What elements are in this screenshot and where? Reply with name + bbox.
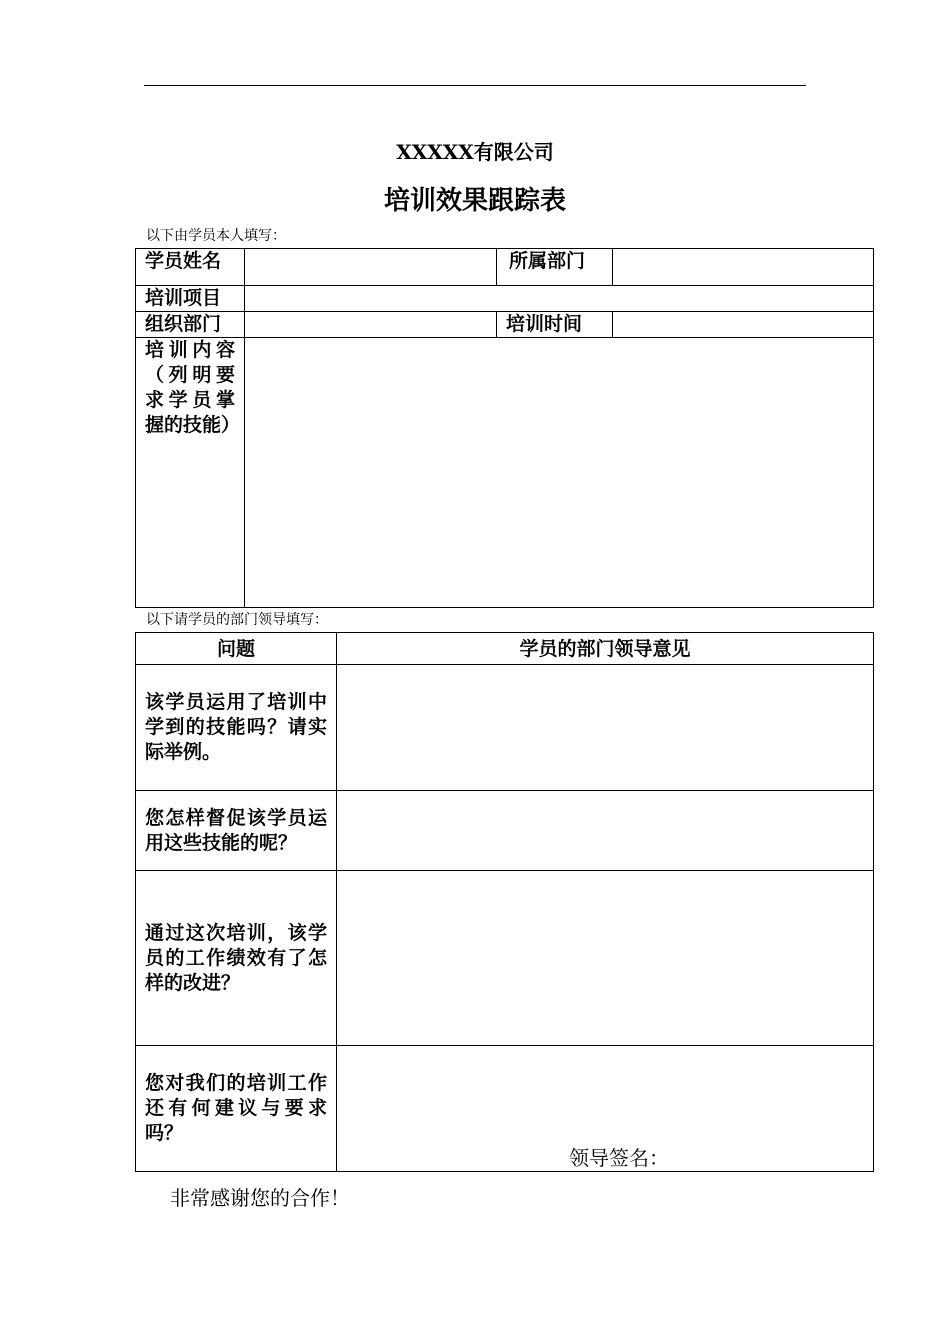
student-name-label: 学员姓名 (136, 249, 245, 286)
training-item-field[interactable] (245, 286, 874, 312)
form-title: 培训效果跟踪表 (383, 186, 566, 216)
opinion-field-1[interactable] (337, 665, 874, 791)
student-info-table (135, 248, 874, 608)
leader-signature[interactable] (337, 1046, 874, 1172)
opinion-field-3[interactable] (337, 871, 874, 1046)
header-rule (144, 85, 806, 86)
training-time-field[interactable] (613, 312, 874, 338)
training-content-field[interactable] (245, 338, 874, 608)
question-header: 问题 (136, 633, 337, 665)
leader-feedback-table (135, 632, 874, 1172)
question-4: 您对我们的培训工作还有何建议与要求吗？ (136, 1046, 337, 1172)
question-1: 该学员运用了培训中学到的技能吗？请实际举例。 (136, 665, 337, 791)
signature-label: 领导签名： (569, 1146, 669, 1170)
department-field[interactable] (613, 249, 874, 286)
organizer-field[interactable] (245, 312, 497, 338)
training-content-label: 培训内容（列明要求学员掌握的技能） (136, 338, 245, 608)
section2-note: 以下请学员的部门领导填写： (146, 612, 328, 628)
opinion-header: 学员的部门领导意见 (337, 633, 874, 665)
department-label: 所属部门 (497, 249, 613, 286)
opinion-field-2[interactable] (337, 791, 874, 871)
question-2: 您怎样督促该学员运用这些技能的呢？ (136, 791, 337, 871)
section1-note: 以下由学员本人填写： (146, 228, 286, 244)
student-name-field[interactable] (245, 249, 497, 286)
organizer-label: 组织部门 (136, 312, 245, 338)
thanks-note: 非常感谢您的合作！ (170, 1186, 350, 1210)
training-item-label: 培训项目 (136, 286, 245, 312)
training-time-label: 培训时间 (497, 312, 613, 338)
company-name: XXXXX有限公司 (396, 140, 554, 164)
question-3: 通过这次培训，该学员的工作绩效有了怎样的改进？ (136, 871, 337, 1046)
